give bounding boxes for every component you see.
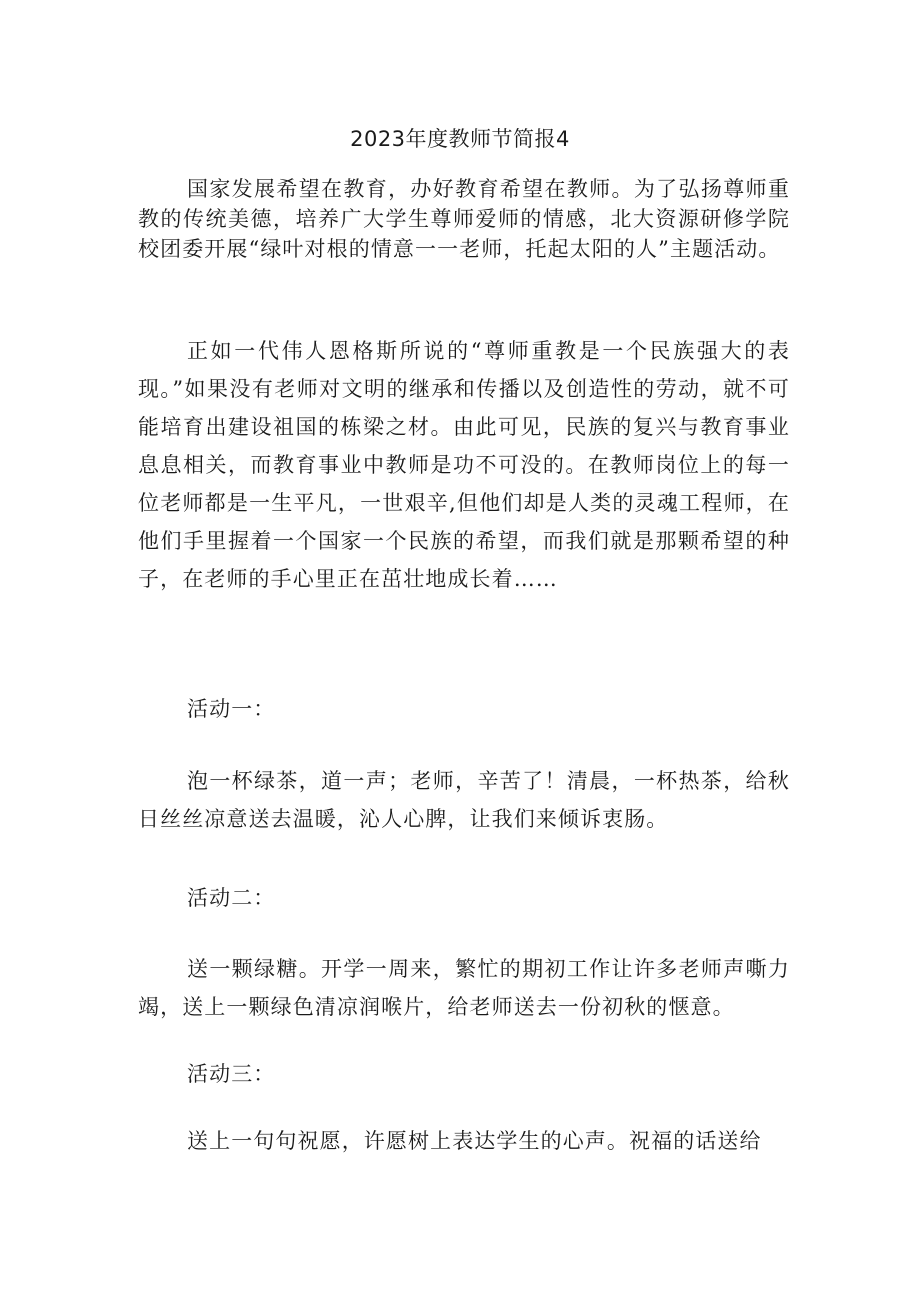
activity-1-heading: 活动一：	[187, 697, 276, 721]
document-title: 2023年度教师节简报4	[350, 127, 570, 151]
intro-paragraph: 国家发展希望在教育，办好教育希望在教师。为了弘扬尊师重教的传统美德，培养广大学生尊师爱师的情感，北大资源研修学院校团委开展“绿叶对根的情意一一老师，托起太阳的人”主题活动。	[138, 177, 790, 261]
activity-3-text: 送上一句句祝愿，许愿树上表达学生的心声。祝福的话送给	[187, 1129, 762, 1153]
activity-3-heading: 活动三：	[187, 1062, 276, 1086]
activity-2-text: 送一颗绿糖。开学一周来，繁忙的期初工作让许多老师声嘶力竭，送上一颗绿色清凉润喉片，给老师送去一份初秋的惬意。	[138, 957, 790, 1019]
quote-paragraph: 正如一代伟人恩格斯所说的“尊师重教是一个民族强大的表现。”如果没有老师对文明的继承和传播以及创造性的劳动，就不可能培育出建设祖国的栋梁之材。由此可见，民族的复兴与教育事业息息相关，而教育事业中教师是功不可没的。在教师岗位上的每一位老师都是一生平凡，一世艰辛,但他们却是人类的灵魂工程师，在他们手里握着一个国家一个民族的希望，而我们就是那颗希望的种子，在老师的手心里正在茁壮地成长着……	[138, 339, 790, 591]
activity-1-text: 泡一杯绿茶，道一声；老师，辛苦了！清晨，一杯热茶，给秋日丝丝凉意送去温暖，沁人心脾，让我们来倾诉衷肠。	[138, 769, 790, 831]
activity-2-heading: 活动二：	[187, 886, 276, 910]
